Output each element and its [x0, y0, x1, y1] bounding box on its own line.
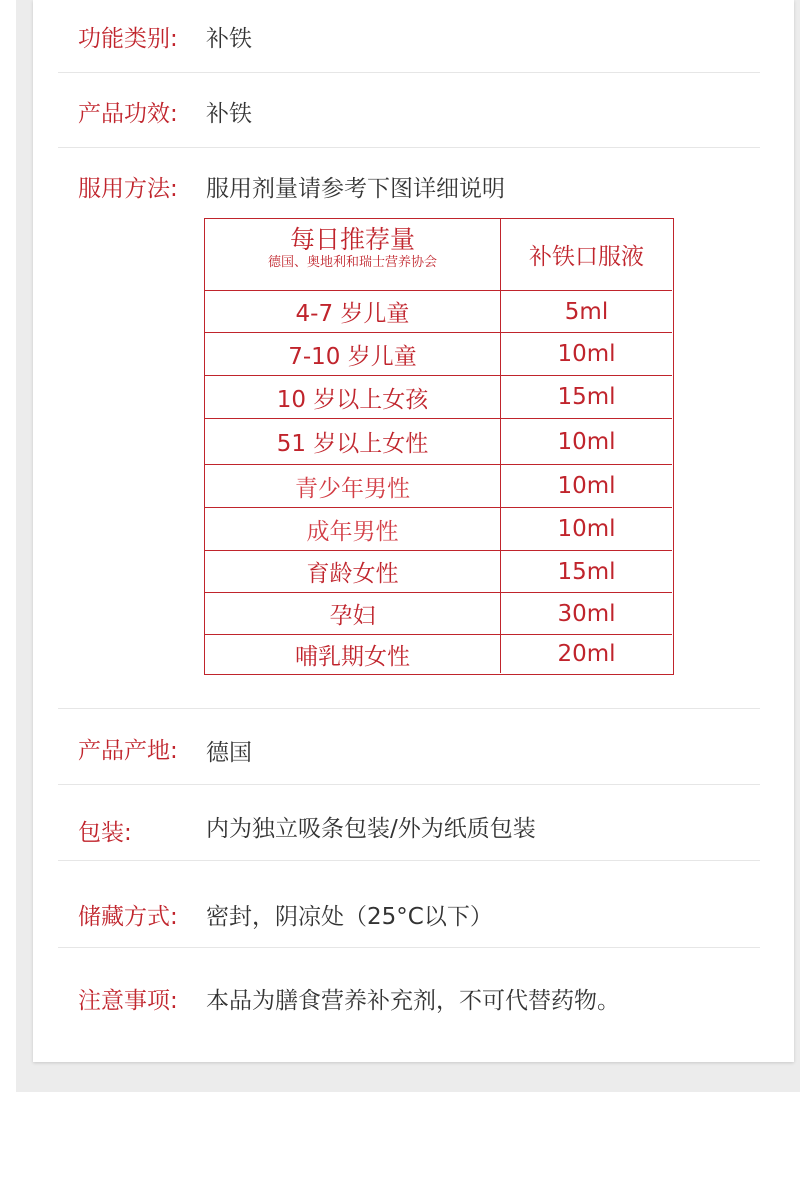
divider: [58, 947, 760, 948]
table-cell-group: 4-7 岁儿童: [205, 291, 501, 332]
row-value-function-category: 补铁: [206, 26, 252, 52]
row-value-product-effect: 补铁: [206, 101, 252, 127]
table-row: [205, 376, 672, 419]
row-value-usage: 服用剂量请参考下图详细说明: [206, 176, 505, 202]
row-label-function-category: 功能类别:: [78, 26, 178, 52]
table-row: [205, 593, 672, 635]
divider: [58, 147, 760, 148]
row-label-usage: 服用方法:: [78, 176, 178, 202]
table-row: [205, 419, 672, 465]
table-header-title: 每日推荐量: [289, 225, 415, 254]
table-cell-group: 51 岁以上女性: [205, 419, 501, 464]
row-label-product-effect: 产品功效:: [78, 101, 178, 127]
row-label-packaging: 包装:: [78, 820, 132, 846]
row-label-notice: 注意事项:: [78, 988, 178, 1014]
table-header-subtitle: 德国、奥地利和瑞士营养协会: [267, 255, 437, 270]
divider: [58, 72, 760, 73]
table-cell-dose: 30ml: [557, 600, 616, 627]
row-value-storage: 密封，阴凉处（25°C以下）: [206, 904, 493, 930]
divider: [58, 784, 760, 785]
table-cell-group: 7-10 岁儿童: [205, 333, 501, 375]
table-row: [205, 333, 672, 376]
row-value-notice: 本品为膳食营养补充剂，不可代替药物。: [206, 988, 620, 1014]
row-value-origin: 德国: [206, 740, 252, 766]
table-cell-dose: 15ml: [557, 558, 616, 585]
table-row: [205, 508, 672, 551]
table-cell-dose: 15ml: [557, 384, 616, 410]
table-cell-group: 青少年男性: [205, 465, 501, 507]
table-row: [205, 291, 672, 333]
row-label-origin: 产品产地:: [78, 738, 178, 764]
divider: [58, 860, 760, 861]
dosage-table: [204, 218, 674, 675]
table-cell-dose: 5ml: [564, 298, 609, 325]
table-header-recommended: [205, 219, 501, 291]
table-cell-group: 10 岁以上女孩: [205, 376, 501, 418]
row-label-storage: 储藏方式:: [78, 904, 178, 930]
table-row: [205, 635, 672, 673]
table-cell-dose: 10ml: [557, 516, 616, 542]
divider: [58, 708, 760, 709]
table-cell-dose: 10ml: [557, 428, 616, 455]
table-cell-dose: 20ml: [557, 641, 616, 667]
table-row: [205, 465, 672, 508]
table-cell-dose: 10ml: [557, 473, 616, 499]
row-value-packaging: 内为独立吸条包装/外为纸质包装: [206, 816, 536, 842]
table-header-product: 补铁口服液: [501, 219, 672, 291]
table-cell-group: 育龄女性: [205, 551, 501, 592]
product-info-card: [33, 0, 794, 1062]
table-cell-group: 孕妇: [205, 593, 501, 634]
table-row: [205, 551, 672, 593]
table-cell-dose: 10ml: [557, 341, 616, 367]
table-cell-group: 成年男性: [205, 508, 501, 550]
table-cell-group: 哺乳期女性: [205, 635, 501, 673]
